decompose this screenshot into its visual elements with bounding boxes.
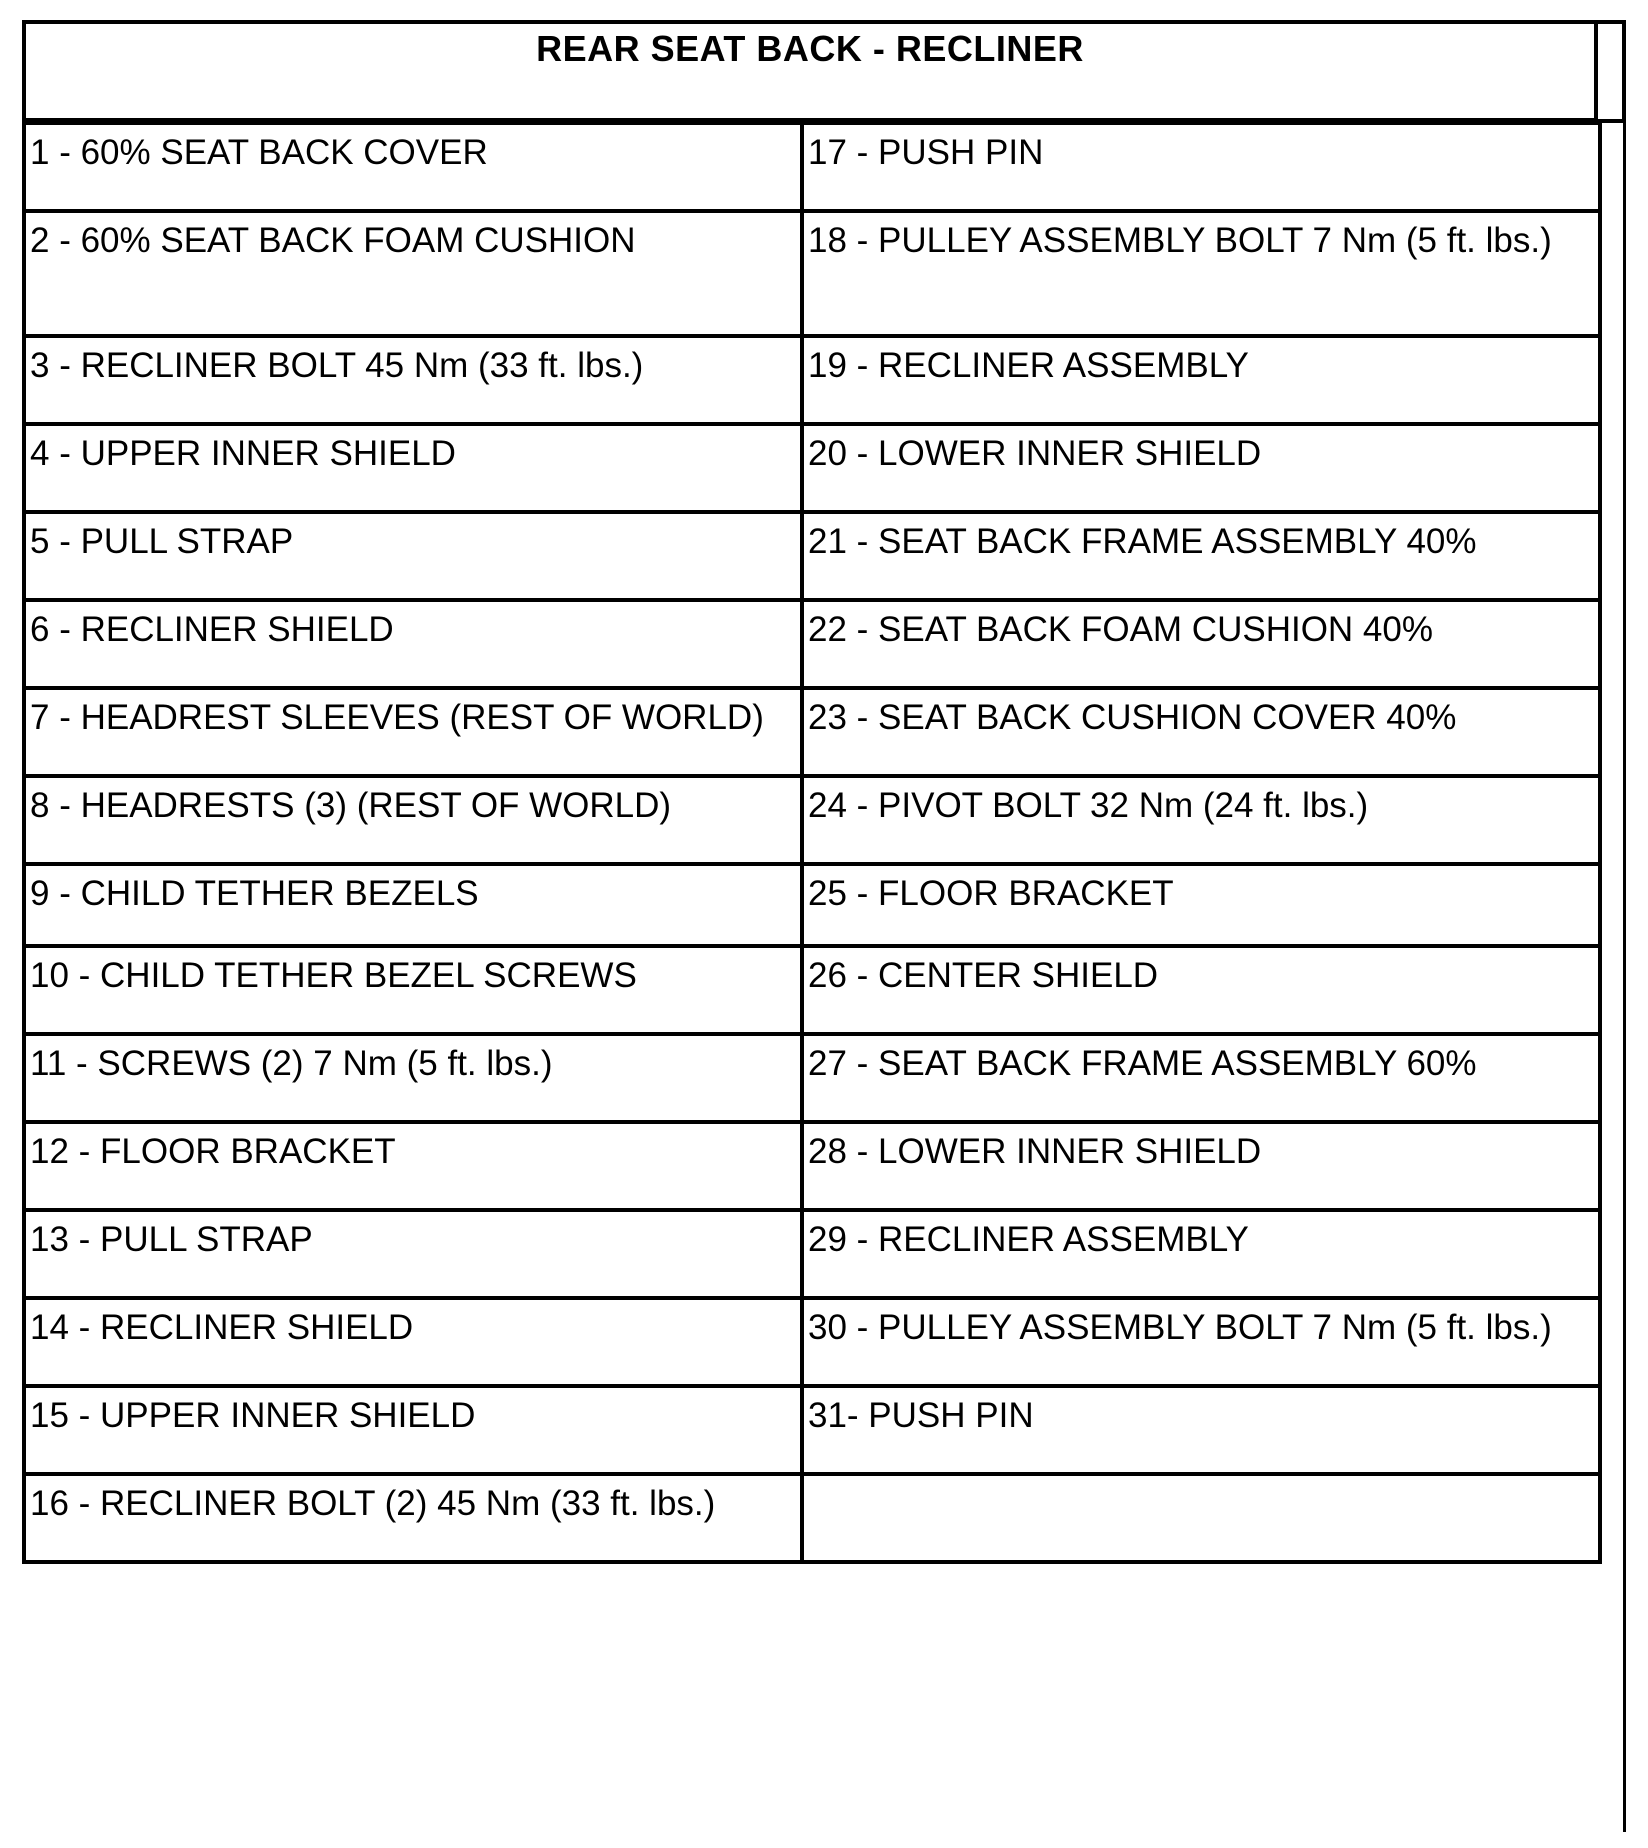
table-row <box>24 1298 1600 1386</box>
table-row <box>24 424 1600 512</box>
part-cell-left: 10 - CHILD TETHER BEZEL SCREWS <box>24 946 802 1034</box>
part-cell-left: 2 - 60% SEAT BACK FOAM CUSHION <box>24 211 802 336</box>
parts-legend-sheet <box>22 20 1628 1832</box>
part-cell-right: 18 - PULLEY ASSEMBLY BOLT 7 Nm (5 ft. lbs.) <box>802 211 1600 336</box>
part-cell-left: 6 - RECLINER SHIELD <box>24 600 802 688</box>
part-cell-left: 7 - HEADREST SLEEVES (REST OF WORLD) <box>24 688 802 776</box>
part-cell-left: 8 - HEADRESTS (3) (REST OF WORLD) <box>24 776 802 864</box>
table-row <box>24 1210 1600 1298</box>
part-cell-right <box>802 1474 1600 1562</box>
table-row <box>24 1034 1600 1122</box>
part-cell-right: 30 - PULLEY ASSEMBLY BOLT 7 Nm (5 ft. lbs.) <box>802 1298 1600 1386</box>
table-row <box>24 1386 1600 1474</box>
part-cell-right: 28 - LOWER INNER SHIELD <box>802 1122 1600 1210</box>
table-row <box>24 336 1600 424</box>
part-cell-right: 25 - FLOOR BRACKET <box>802 864 1600 946</box>
part-cell-right: 19 - RECLINER ASSEMBLY <box>802 336 1600 424</box>
part-cell-left: 12 - FLOOR BRACKET <box>24 1122 802 1210</box>
part-cell-right: 17 - PUSH PIN <box>802 123 1600 211</box>
part-cell-left: 16 - RECLINER BOLT (2) 45 Nm (33 ft. lbs.) <box>24 1474 802 1562</box>
part-cell-left: 15 - UPPER INNER SHIELD <box>24 1386 802 1474</box>
table-row <box>24 512 1600 600</box>
part-cell-left: 14 - RECLINER SHIELD <box>24 1298 802 1386</box>
part-cell-right: 31- PUSH PIN <box>802 1386 1600 1474</box>
right-gutter <box>1602 121 1626 1832</box>
table-row <box>24 600 1600 688</box>
parts-table <box>22 121 1602 1564</box>
table-row <box>24 123 1600 211</box>
part-cell-right: 20 - LOWER INNER SHIELD <box>802 424 1600 512</box>
part-cell-right: 22 - SEAT BACK FOAM CUSHION 40% <box>802 600 1600 688</box>
part-cell-left: 11 - SCREWS (2) 7 Nm (5 ft. lbs.) <box>24 1034 802 1122</box>
part-cell-left: 13 - PULL STRAP <box>24 1210 802 1298</box>
table-row <box>24 946 1600 1034</box>
part-cell-left: 1 - 60% SEAT BACK COVER <box>24 123 802 211</box>
title-row <box>22 20 1598 123</box>
page-title: REAR SEAT BACK - RECLINER <box>536 28 1084 69</box>
table-row <box>24 211 1600 336</box>
part-cell-right: 29 - RECLINER ASSEMBLY <box>802 1210 1600 1298</box>
part-cell-right: 24 - PIVOT BOLT 32 Nm (24 ft. lbs.) <box>802 776 1600 864</box>
part-cell-left: 4 - UPPER INNER SHIELD <box>24 424 802 512</box>
part-cell-right: 23 - SEAT BACK CUSHION COVER 40% <box>802 688 1600 776</box>
title-right-bar <box>1596 20 1626 123</box>
part-cell-right: 26 - CENTER SHIELD <box>802 946 1600 1034</box>
table-row <box>24 1474 1600 1562</box>
part-cell-right: 21 - SEAT BACK FRAME ASSEMBLY 40% <box>802 512 1600 600</box>
table-row <box>24 776 1600 864</box>
table-row <box>24 1122 1600 1210</box>
part-cell-left: 5 - PULL STRAP <box>24 512 802 600</box>
part-cell-left: 3 - RECLINER BOLT 45 Nm (33 ft. lbs.) <box>24 336 802 424</box>
part-cell-right: 27 - SEAT BACK FRAME ASSEMBLY 60% <box>802 1034 1600 1122</box>
part-cell-left: 9 - CHILD TETHER BEZELS <box>24 864 802 946</box>
table-row <box>24 688 1600 776</box>
table-row <box>24 864 1600 946</box>
